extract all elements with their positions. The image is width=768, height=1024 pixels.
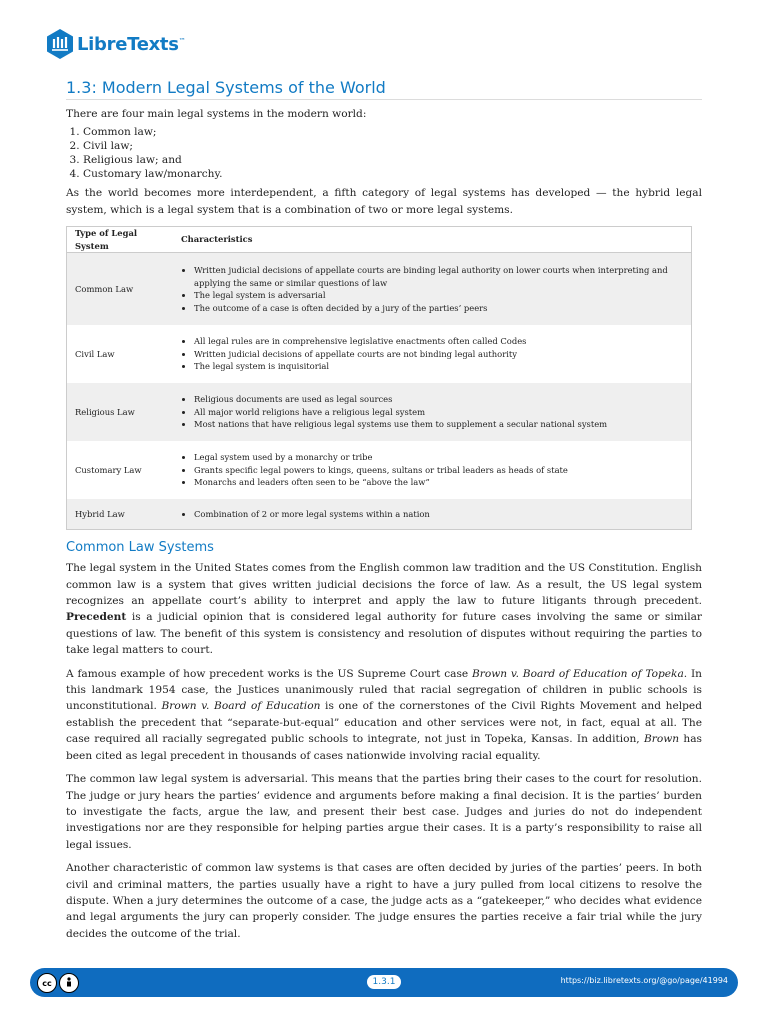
trademark: ™ [178,36,186,45]
paragraph-precedent: The legal system in the United States comes from the English common law tradition and the US Constitution. English common law is a system that gives written judicial decisions the force of law. As a result, the US legal system recognizes an appellate court’s ability to interpret and apply the law to future litigants through precedent. Precedent is a judicial opinion that is considered legal authority for future cases involving the same or similar questions of law. The benefit of this system is consistency and resolution of disputes without requiring the parties to take legal matters to court. [66,562,702,657]
characteristic-item: • Grants specific legal powers to kings, queens, sultans or tribal leaders as heads of state [194,464,683,477]
hybrid-paragraph: As the world becomes more interdependent, a fifth category of legal systems has developed — the hybrid legal system, which is a legal system that is a combination of two or more legal systems. [66,187,702,216]
characteristic-item: • Written judicial decisions of appellate courts are binding legal authority on lower courts when interpreting and applying the same or similar questions of law [194,264,683,289]
page-title: 1.3: Modern Legal Systems of the World [66,78,702,100]
characteristic-item: • Most nations that have religious legal systems use them to supplement a secular national system [194,418,683,431]
legal-systems-list [66,125,702,181]
characteristic-item: • Combination of 2 or more legal systems within a nation [194,508,683,521]
case-name: Brown v. Board of Education of Topeka [471,667,684,680]
libretexts-logo[interactable] [46,27,185,61]
case-name: Brown v. Board of Education [161,700,321,713]
list-item: 2. Civil law; [83,139,702,153]
libretexts-hexagon-icon [46,28,74,60]
characteristic-item: • The legal system is adversarial [194,289,683,302]
system-type-cell: Civil Law [75,348,115,359]
table-row [67,383,692,441]
characteristics-cell [173,441,692,499]
list-item: 4. Customary law/monarchy. [83,167,702,181]
characteristic-item: • All major world religions have a religious legal system [194,406,683,419]
section-heading: Common Law Systems [66,540,214,556]
characteristic-item: • All legal rules are in comprehensive legislative enactments often called Codes [194,335,683,348]
table-row [67,441,692,499]
system-type-cell: Hybrid Law [67,499,174,530]
characteristics-cell [173,253,692,326]
page-url-link[interactable]: https://biz.libretexts.org/@go/page/41994 [560,976,728,985]
table-row [67,325,692,383]
column-header-type: Type of Legal System [67,227,174,253]
paragraph-brown-case: A famous example of how precedent works is the US Supreme Court case Brown v. Board of Education of Topeka. In this landmark 1954 case, the Justices unanimously ruled that racial segregation of children in public schools is unconstitutional. Brown v. Board of Education is one of the cornerstones of the Civil Rights Movement and helped establish the precedent that “separate-but-equal” education and other services were not, in fact, equal at all. The case required all racially segregated public schools to integrate, not just in Topeka, Kansas. In addition, Brown has been cited as legal precedent in thousands of cases nationwide involving racial equality. [66,667,702,762]
attribution-icon [59,973,79,993]
page-footer [30,968,738,997]
case-name: Brown [643,733,680,746]
system-type-cell: Religious Law [67,383,174,441]
page-content [66,78,702,949]
legal-systems-table [66,226,692,530]
characteristic-item: • The outcome of a case is often decided by a jury of the parties’ peers [194,302,683,315]
characteristic-item: • The legal system is inquisitorial [194,360,683,373]
characteristic-item: • Religious documents are used as legal sources [194,393,683,406]
system-type-cell: Common Law [67,253,174,326]
page-number: 1.3.1 [367,975,401,989]
column-header-characteristics: Characteristics [173,227,692,253]
characteristics-cell [173,383,692,441]
paragraph-juries: Another characteristic of common law systems is that cases are often decided by juries of the parties’ peers. In both civil and criminal matters, the parties usually have a right to have a jury pulled from local citizens to resolve the dispute. When a jury determines the outcome of a case, the judge acts as a “gatekeeper,” who decides what evidence and legal arguments the jury can properly consider. The judge ensures the parties receive a fair trial while the jury decides the outcome of the trial. [66,862,702,940]
characteristic-item: • Written judicial decisions of appellate courts are not binding legal authority [194,348,683,361]
table-row [67,253,692,326]
precedent-term: Precedent [66,611,127,624]
table-header-row [67,227,692,253]
characteristic-item: • Legal system used by a monarchy or tribe [194,451,683,464]
table-row [67,499,692,530]
characteristic-item: • Monarchs and leaders often seen to be “above the law” [194,476,683,489]
list-item: 3. Religious law; and [83,153,702,167]
license-badge[interactable] [37,973,79,993]
list-item: 1. Common law; [83,125,702,139]
intro-text: There are four main legal systems in the modern world: [66,108,367,120]
brand-name: LibreTexts [77,33,179,55]
paragraph-adversarial: The common law legal system is adversarial. This means that the parties bring their cases to the court for resolution. The judge or jury hears the parties’ evidence and arguments before making a final decision. It is the parties’ burden to investigate the facts, argue the law, and present their best case. Judges and juries do not do independent investigations nor are they responsible for helping parties argue their cases. It is a party’s responsibility to raise all legal issues. [66,773,702,851]
characteristics-cell [173,325,692,383]
cc-icon: cc [37,973,57,993]
system-type-cell: Customary Law [75,464,142,475]
characteristics-cell [173,499,692,530]
